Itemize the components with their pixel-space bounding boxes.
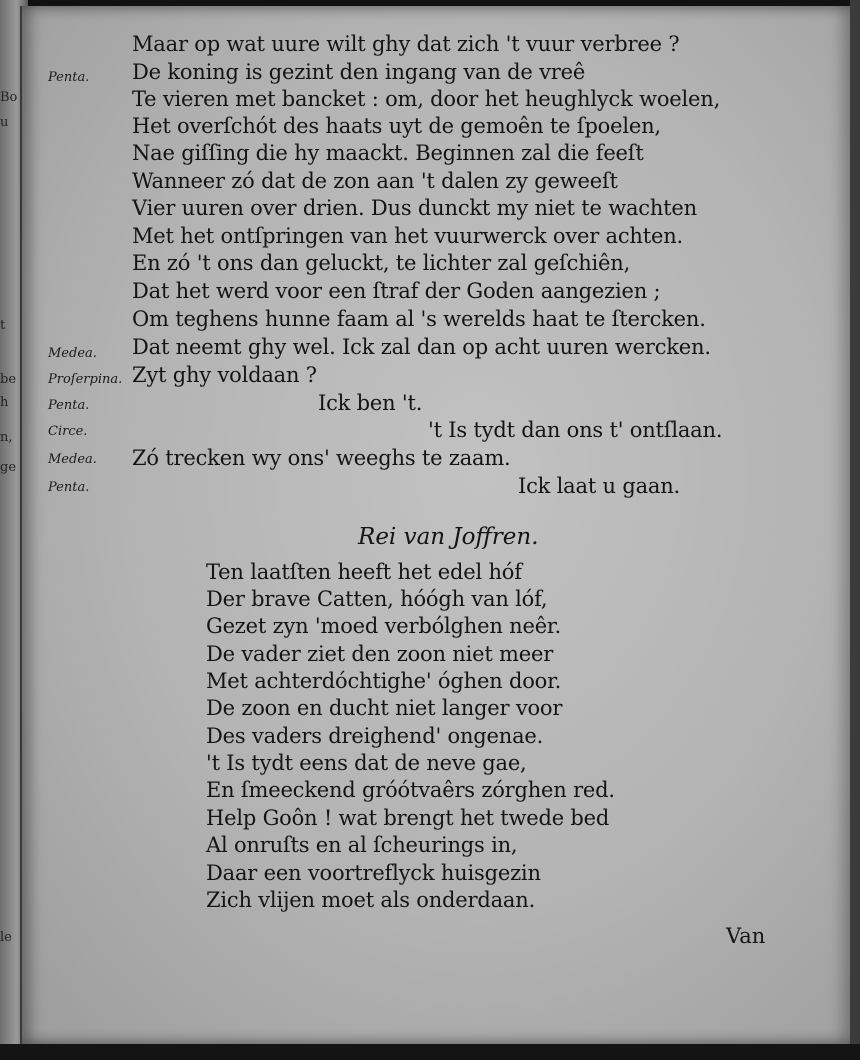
left-fragment: Bo (0, 90, 18, 105)
verse-line: Ick laat u gaan. (518, 474, 681, 498)
left-fragment: le (0, 930, 12, 945)
chorus-line: Met achterdóchtighe' óghen door. (206, 669, 562, 693)
verse-line: Zyt ghy voldaan ? (132, 363, 317, 387)
chorus-line: 't Is tydt eens dat de neve gae, (206, 751, 527, 775)
left-fragment: u (0, 115, 9, 130)
left-fragment: n, (0, 430, 13, 445)
verse-line: Te vieren met bancket : om, door het heughlyck woelen, (132, 87, 721, 111)
chorus-line: Zich vlijen moet als onderdaan. (206, 888, 536, 912)
chorus-line: Der brave Catten, hóógh van lóf, (206, 587, 548, 611)
left-fragment: t (0, 318, 6, 333)
left-fragment: ge (0, 460, 17, 475)
speaker-label: Medea. (48, 346, 97, 361)
verse-line: Dat het werd voor een ſtraf der Goden aangezien ; (132, 279, 661, 303)
chorus-line: Help Goôn ! wat brengt het twede bed (206, 806, 610, 830)
chorus-line: De zoon en ducht niet langer voor (206, 696, 563, 720)
chorus-line: Al onruſts en al ſcheurings in, (206, 833, 518, 857)
verse-line: Wanneer zó dat de zon aan 't dalen zy geweeſt (132, 169, 618, 193)
catchword: Van (726, 924, 766, 948)
bottom-page-edge (0, 1044, 860, 1060)
verse-line: De koning is gezint den ingang van de vreê (132, 60, 586, 84)
speaker-label: Penta. (48, 480, 90, 495)
verse-line: Zó trecken wy ons' weeghs te zaam. (132, 446, 511, 470)
verse-line: Maar op wat uure wilt ghy dat zich 't vuur verbree ? (132, 32, 680, 56)
chorus-line: Ten laatſten heeft het edel hóf (206, 560, 522, 584)
verse-line: En zó 't ons dan geluckt, te lichter zal geſchiên, (132, 251, 631, 275)
speaker-label: Proſerpina. (48, 372, 123, 387)
verse-line: Ick ben 't. (318, 391, 423, 415)
verse-line: Vier uuren over drien. Dus dunckt my niet te wachten (132, 196, 697, 220)
speaker-label: Penta. (48, 70, 90, 85)
chorus-line: Des vaders dreighend' ongenae. (206, 724, 544, 748)
verse-line: Met het ontſpringen van het vuurwerck over achten. (132, 224, 684, 248)
chorus-line: En ſmeeckend gróótvaêrs zórghen red. (206, 778, 615, 802)
speaker-label: Penta. (48, 398, 90, 413)
left-fragment: be (0, 372, 17, 387)
verse-line: Dat neemt ghy wel. Ick zal dan op acht uuren wercken. (132, 335, 711, 359)
chorus-line: De vader ziet den zoon niet meer (206, 642, 554, 666)
right-page-edge (850, 0, 860, 1060)
verse-line: 't Is tydt dan ons t' ontſlaan. (428, 418, 723, 442)
left-fragment: h (0, 395, 9, 410)
chorus-heading: Rei van Joffren. (358, 524, 539, 550)
verse-line: Nae giſſing die hy maackt. Beginnen zal die feeſt (132, 141, 644, 165)
chorus-line: Gezet zyn 'moed verbólghen neêr. (206, 614, 561, 638)
verse-line: Om teghens hunne faam al 's werelds haat te ſtercken. (132, 307, 706, 331)
book-page (20, 6, 852, 1044)
speaker-label: Circe. (48, 424, 88, 439)
speaker-label: Medea. (48, 452, 97, 467)
chorus-line: Daar een voortreflyck huisgezin (206, 861, 541, 885)
verse-line: Het overſchót des haats uyt de gemoên te ſpoelen, (132, 114, 661, 138)
